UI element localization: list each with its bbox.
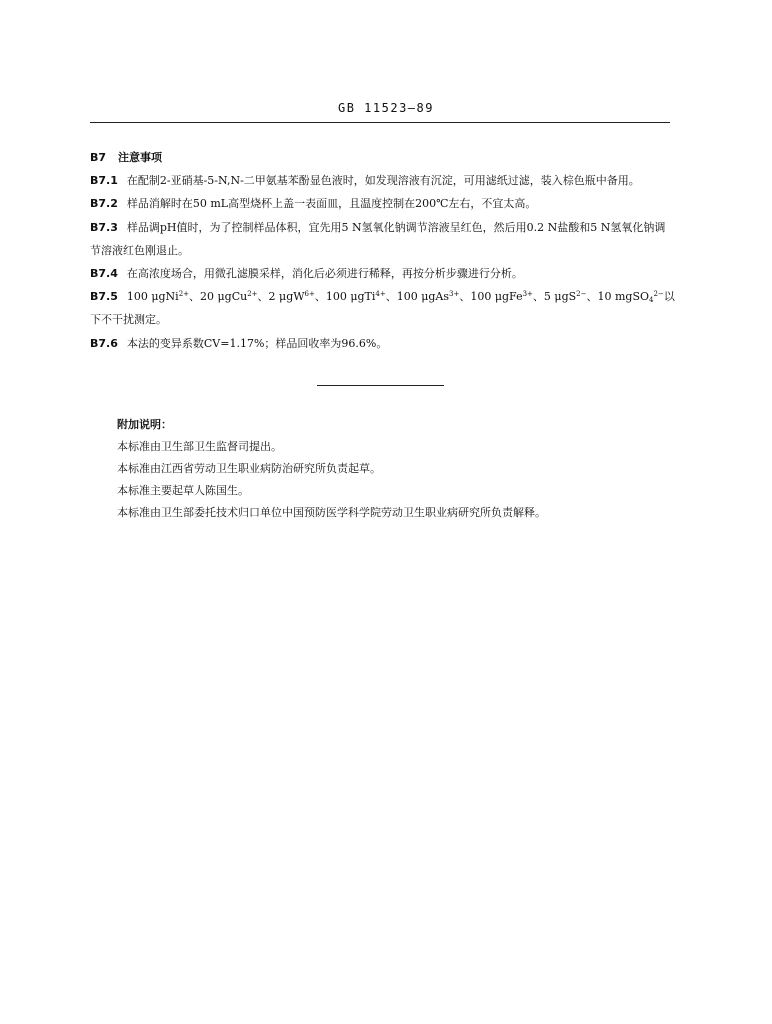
- charge: 3+: [522, 290, 533, 299]
- notes-line: 本标准由卫生部委托技术归口单位中国预防医学科学院劳动卫生职业病研究所负责解释。: [117, 506, 546, 519]
- charge: 4+: [375, 290, 386, 299]
- charge: 6+: [304, 290, 315, 299]
- item-number: B7.4: [90, 267, 118, 281]
- charge: 3+: [449, 290, 460, 299]
- charge: 2+: [178, 290, 190, 299]
- item-number: B7.6: [90, 336, 118, 350]
- notes-line: 本标准由卫生部卫生监督司提出。: [117, 440, 282, 453]
- item-text-tail: 以下不干扰测定。: [90, 290, 675, 327]
- note-item-b7-4: [90, 262, 676, 285]
- section-heading: [90, 146, 676, 169]
- item-number: B7.3: [90, 220, 118, 234]
- interferent-ti: 100 μgTi: [325, 290, 376, 304]
- item-text: 在配制2-亚硝基-5-N,N-二甲氨基苯酚显色液时，如发现溶液有沉淀，可用滤纸过滤，装入棕色瓶中备用。: [126, 174, 640, 188]
- note-item-b7-2: [90, 192, 676, 215]
- section-number: B7: [90, 151, 107, 164]
- item-text: 本法的变异系数CV=1.17%；样品回收率为96.6%。: [126, 336, 388, 350]
- charge: 2−: [576, 290, 587, 299]
- header-divider: [90, 122, 670, 123]
- section-title: 注意事项: [118, 151, 163, 164]
- item-number: B7.5: [90, 290, 118, 304]
- interferent-so4: 10 mgSO: [597, 290, 650, 304]
- item-text: 在高浓度场合，用微孔滤膜采样，消化后必须进行稀释，再按分析步骤进行分析。: [126, 267, 523, 281]
- section-divider: [317, 385, 444, 386]
- item-number: B7.1: [90, 174, 118, 188]
- item-text: 样品消解时在50 mL高型烧杯上盖一表面皿，且温度控制在200℃左右，不宜太高。: [126, 197, 537, 211]
- notes-line: 本标准由江西省劳动卫生职业病防治研究所负责起草。: [117, 462, 381, 475]
- interferent-w: 2 μgW: [268, 290, 305, 304]
- note-item-b7-6: [90, 332, 676, 355]
- page-header-standard-code: GB 11523—89: [338, 101, 434, 115]
- item-text: 样品调pH值时，为了控制样品体积，宜先用5 N氢氧化钠调节溶液呈红色，然后用0.2 N盐酸和5 N氢氧化钠调节溶液红色刚退止。: [90, 220, 666, 257]
- note-item-b7-5: B7.5 100 μgNi$^{2+}$、20 μgCu$^{2+}$、2 μgW$^{6+}$、100 μgTi$^{4+}$、100 μgAs$^{3+}$、100 μgFe$^{3+}$、5 μgS$^{2-}$、10 mgSO$_4^{2-}$以下不干扰测定。: [90, 290, 675, 327]
- interferent-ni: 100 μgNi: [126, 290, 179, 304]
- interferent-fe: 100 μgFe: [470, 290, 523, 304]
- main-content: [90, 146, 676, 355]
- note-item-b7-1: [90, 169, 676, 192]
- charge: 2−: [653, 290, 664, 299]
- subscript: 4: [649, 296, 654, 305]
- notes-line: 本标准主要起草人陈国生。: [117, 484, 249, 497]
- charge: 2+: [247, 290, 258, 299]
- item-number: B7.2: [90, 197, 118, 211]
- note-item-b7-3: [90, 216, 676, 262]
- interferent-s: 5 μgS: [543, 290, 577, 304]
- interferent-as: 100 μgAs: [396, 290, 450, 304]
- additional-notes: [117, 414, 677, 524]
- notes-title: 附加说明：: [117, 418, 172, 431]
- interferent-cu: 20 μgCu: [200, 290, 248, 304]
